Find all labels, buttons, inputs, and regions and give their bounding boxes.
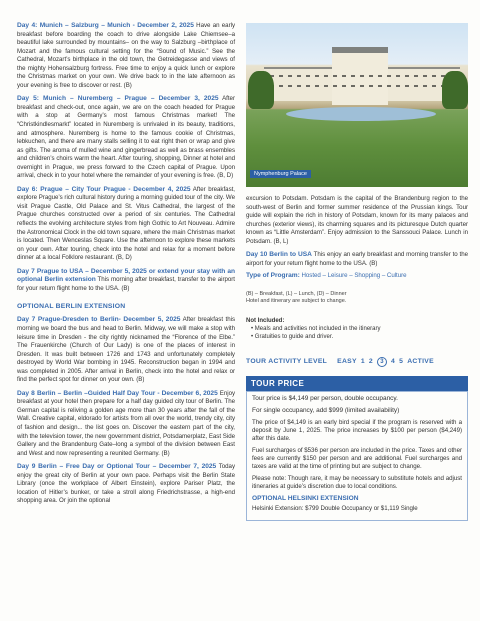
day-heading: Day 5: Munich – Nuremberg – Prague – December 3, 2025 [17,95,219,103]
day-heading: Day 4: Munich – Salzburg – Munich - December 2, 2025 [17,22,194,29]
program-type [246,272,468,281]
day-text: This morning after breakfast, transfer to the airport for your return flight home to the USA. (B) [17,276,235,292]
itinerary-right-column [246,23,468,521]
early-bird: The price of $4,149 is an early bird special if the program is reserved with a deposit by June 1, 2025. The price increases by $100 per person ($4,249) after this date. [252,418,462,442]
nymphenburg-palace-photo [246,23,468,187]
ext-day-8-block [17,390,235,458]
day-text: After breakfast and check-out, once again, we are on the coach headed for Prague with a stop at Germany’s most famous Christmas market! The “Christkindlesmarkt” located in Nuremberg is unrivaled in its beauty, traditions, and atmosphere. Nuremberg is home to the famous cookie of Christmas, lebkuchen, and there are many stalls selling it to eat right then or wrap and give as gifts. The aroma of mulled wine and gingerbread as well as brass ensembles and children’s choirs warm the heart. After touring, shopping, Dinner at hotel and overnight in Prague, we press forward to the Czech capital of Prague. Upon arrival, check in to your hotel where the remainder of your evening is free. (B, D) [17,95,235,180]
berlin-extension-title: OPTIONAL BERLIN EXTENSION [17,303,126,311]
ext-day-9-block [17,463,235,506]
day-text: After breakfast, explore Prague’s rich cultural history during a morning guided tour of the city. We visit Prague Castle, Old Palace and St. Vitus Cathedral, the largest of the Prague churches constructed over a period of six centuries. The Cathedral reflects the evolving architecture styles from high Gothic to Art Nouveau. Admire the Astronomical Clock in the old town square, where the main Christmas market is located. Then Wenceslas Square. Use the afternoon to explore these markets on your own. After touring, check into the hotel and relax for a moment before dinner at a local Folklore restaurant. (B, D) [17,185,235,262]
level-3-selected: 3 [377,357,387,367]
not-included [246,317,468,341]
activity-easy: EASY [337,358,357,366]
tour-price-box [246,391,468,521]
meal-legend [246,291,468,305]
pond [286,107,436,121]
tree [248,71,274,109]
single-line: For single occupancy, add $999 (limited availability) [252,406,400,414]
program-type-value: Hosted – Leisure – Shopping – Culture [301,272,407,280]
not-included-item: • Meals and activities not included in the itinerary [251,325,468,333]
helsinki-extension-title: OPTIONAL HELSINKI EXTENSION [252,494,359,502]
day-6-block [17,186,235,263]
day-7-block [17,268,235,294]
meal-codes: (B) – Breakfast, (L) – Lunch, (D) – Dinner [246,290,347,297]
price-line: Tour price is $4,149 per person, double occupancy. [252,394,398,402]
palace-windows [270,75,454,77]
fuel-surcharge: Fuel surcharges of $536 per person are included in the price. Taxes and other fees are currently $150 per person and are additional. Fuel surcharges and taxes are valid at the time of printing but are subject to change. [252,446,462,470]
day-10-block [246,251,468,268]
day-text: This enjoy an early breakfast and morning transfer to the airport for your return flight home to the USA. (B) [246,251,468,267]
day-heading: Day 7 Prague to USA – December 5, 2025 or extend your stay with an optional Berlin extension [17,267,235,284]
day-heading: Day 10 Berlin to USA [246,251,312,259]
level-2: 2 [368,358,374,366]
day-text: excursion to Potsdam. Potsdam is the capital of the Brandenburg region to the south-west of Berlin and former summer residence of the Prussian kings. Tour guide will explain the rich in history of Potsdam, known for its many palaces and churches (exterior views), its charming squares and its picturesque Dutch quarter known as “Little Amsterdam”. Enjoy admission to the Sanssouci Palace. Lunch in Potsdam. (B, L) [246,195,468,245]
day-heading: Day 7 Prague-Dresden to Berlin- December 5, 2025 [17,316,181,324]
program-type-label: Type of Program: [246,272,300,280]
tour-price-title: TOUR PRICE [246,376,468,391]
day-4-block [17,22,235,90]
please-note: Please note: Though rare, it may be necessary to substitute hotels and adjust itineraries at guide’s discretion due to local conditions. [252,474,462,490]
level-5: 5 [399,358,404,366]
helsinki-price: Helsinki Extension: $799 Double Occupancy or $1,119 Single [252,504,418,512]
day-5-block [17,95,235,180]
palace-windows [270,85,454,87]
not-included-item: • Gratuities to guide and driver. [251,333,468,341]
day-text: Have an early breakfast before boarding the coach to drive alongside Lake Chiemsee–a beautiful lake surrounded by mountains– on the way to Salzburg –birthplace of Mozart and the famous cultural setting for the “Sound of Music.” See the Cathedral, Mozart’s birthplace in the old town, the Getreidegasse and views of the mighty Hohensalzburg fortress. Free time to enjoy a quick lunch or explore the Christmas market on your own. We drive back to in the late afternoon as your evening is free to discover or rest. (B) [17,22,235,89]
not-included-title: Not Included: [246,317,285,324]
change-note: Hotel and itinerary are subject to change. [246,297,347,304]
itinerary-left-column [17,22,235,511]
level-1: 1 [360,358,365,366]
activity-level [246,357,468,367]
ext-day-7-block [17,316,235,384]
activity-active: ACTIVE [407,358,434,366]
day-heading: Day 9 Berlin – Free Day or Optional Tour – December 7, 2025 [17,463,217,471]
day-heading: Day 8 Berlin – Berlin –Guided Half Day Tour - December 6, 2025 [17,389,218,397]
tree [442,71,468,109]
photo-caption: Nymphenburg Palace [250,170,311,178]
day-text: After breakfast this morning we board the bus and head to Berlin. Midway, we will make a stop with leisure time in Dresden - the city rightly nicknamed the “Florence of the Elbe.” The Frauenkirche (Church of Our Lady) is one of the places of interest in Dresden. It was built between 1726 and 1743 and unfortunately completely destroyed by World War bombing in 1945. Reconstruction began in 1994 and was completed in 2005. After arrival in Berlin, check into the hotel and relax or find the perfect spot for dinner on your own. (B) [17,316,235,384]
day-text: Today enjoy the great city of Berlin at your own pace. Perhaps visit the Berlin State Library (once the workplace of Albert Einstein), explore Pariser Platz, the location of Hitler’s bunker, or take a stroll along Friedrichstrasse, a high-end shopping area. Or join the optional [17,463,235,505]
day-text: Enjoy breakfast at your hotel then prepare for a half day guided city tour of Berlin. The German capital is reliving a golden age more than 30 years after the fall of the Wall. Creative capital, eldorado for artists from all over the world, trendy city, city of fashion and design... the list goes on. Discover the eastern part of the city, with the television tower, the new government district, Potsdamerplatz, East Side Gallery and the Brandenburg Gate–long a symbol of the division between East and West and now representing a reunited Germany. (B) [17,389,236,457]
day-heading: Day 6: Prague – City Tour Prague - December 4, 2025 [17,185,191,193]
level-4: 4 [391,358,396,366]
day-9-continuation [246,195,468,246]
activity-label: TOUR ACTIVITY LEVEL [246,358,328,366]
